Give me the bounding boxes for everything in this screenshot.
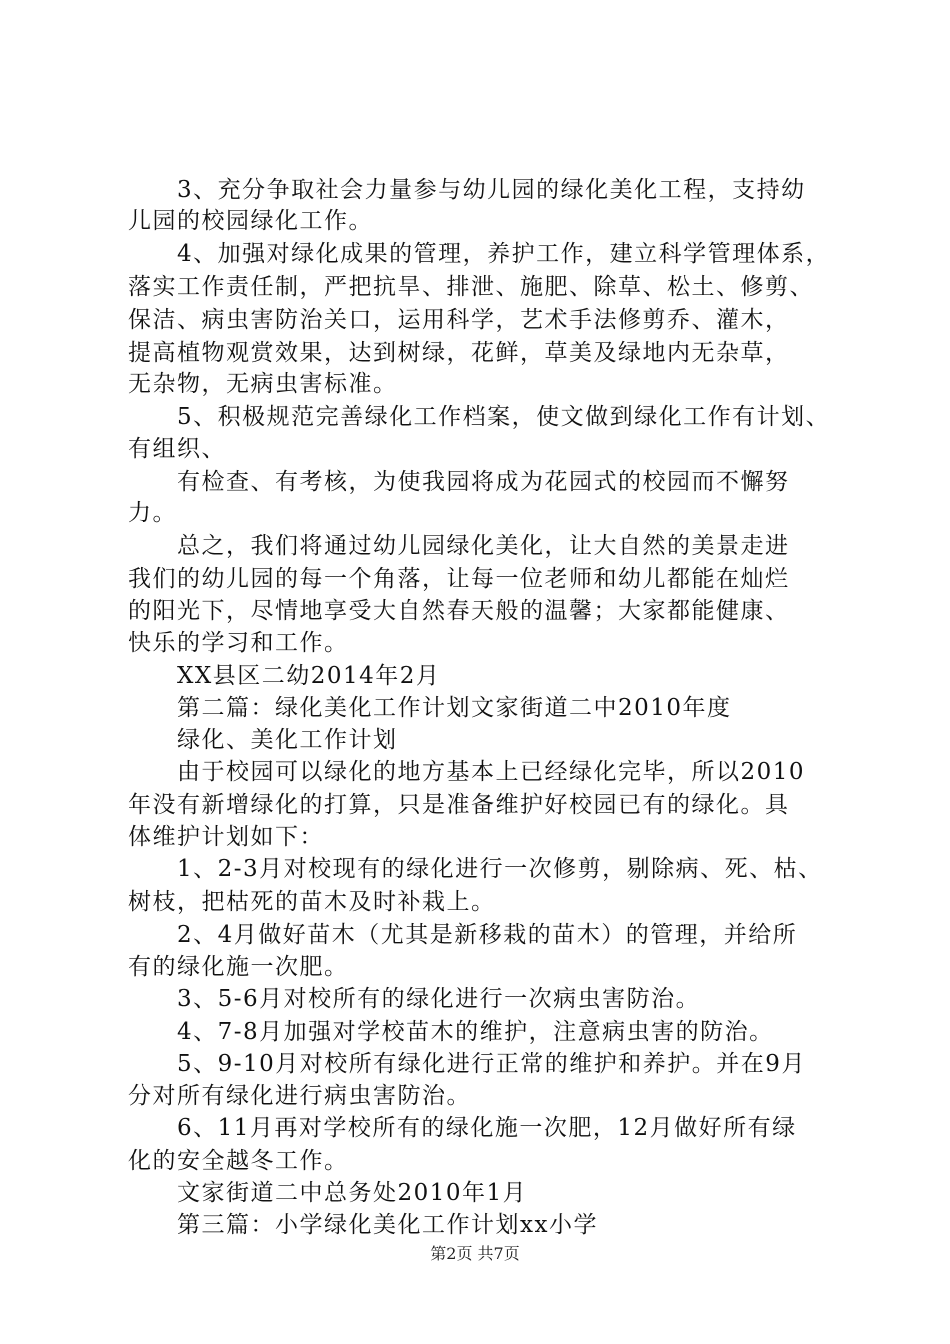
text-line: 我们的幼儿园的每一个角落，让每一位老师和幼儿都能在灿烂 [128,566,790,592]
text-line: 保洁、病虫害防治关口，运用科学，艺术手法修剪乔、灌木， [128,307,790,333]
text-line: 儿园的校园绿化工作。 [128,208,373,234]
text-line: 有的绿化施一次肥。 [128,954,349,980]
text-line: 年没有新增绿化的打算，只是准备维护好校园已有的绿化。具 [128,792,790,818]
text-line: XX县区二幼2014年2月 [177,663,441,689]
text-line: 由于校园可以绿化的地方基本上已经绿化完毕，所以2010 [177,759,806,785]
text-line: 总之，我们将通过幼儿园绿化美化，让大自然的美景走进 [177,533,790,559]
text-line: 文家街道二中总务处2010年1月 [177,1180,528,1206]
section-heading: 第二篇：绿化美化工作计划文家街道二中2010年度 [177,695,732,721]
text-line: 体维护计划如下： [128,824,324,850]
text-line: 4、加强对绿化成果的管理，养护工作，建立科学管理体系， [177,241,831,267]
text-line: 5、9-10月对校所有绿化进行正常的维护和养护。并在9月 [177,1051,806,1077]
text-line: 树枝，把枯死的苗木及时补栽上。 [128,889,496,915]
text-line: 分对所有绿化进行病虫害防治。 [128,1083,471,1109]
text-line: 有组织、 [128,436,226,462]
text-line: 3、充分争取社会力量参与幼儿园的绿化美化工程，支持幼 [177,177,806,203]
text-line: 提高植物观赏效果，达到树绿，花鲜，草美及绿地内无杂草， [128,340,790,366]
text-line: 力。 [128,500,177,526]
text-line: 的阳光下，尽情地享受大自然春天般的温馨；大家都能健康、 [128,598,790,624]
text-line: 落实工作责任制，严把抗旱、排泄、施肥、除草、松土、修剪、 [128,274,814,300]
section-heading: 第三篇：小学绿化美化工作计划xx小学 [177,1212,598,1238]
text-line: 4、7-8月加强对学校苗木的维护，注意病虫害的防治。 [177,1019,774,1045]
section-heading: 绿化、美化工作计划 [177,727,398,753]
text-line: 1、2-3月对校现有的绿化进行一次修剪，剔除病、死、枯、 [177,856,823,882]
text-line: 无杂物，无病虫害标准。 [128,371,398,397]
text-line: 6、11月再对学校所有的绿化施一次肥，12月做好所有绿 [177,1115,797,1141]
text-line: 3、5-6月对校所有的绿化进行一次病虫害防治。 [177,986,701,1012]
text-line: 5、积极规范完善绿化工作档案，使文做到绿化工作有计划、 [177,404,831,430]
text-line: 2、4月做好苗木（尤其是新移栽的苗木）的管理，并给所 [177,922,798,948]
text-line: 快乐的学习和工作。 [128,630,349,656]
page-footer: 第2页 共7页 [430,1244,520,1263]
text-line: 有检查、有考核，为使我园将成为花园式的校园而不懈努 [177,469,790,495]
text-line: 化的安全越冬工作。 [128,1148,349,1174]
